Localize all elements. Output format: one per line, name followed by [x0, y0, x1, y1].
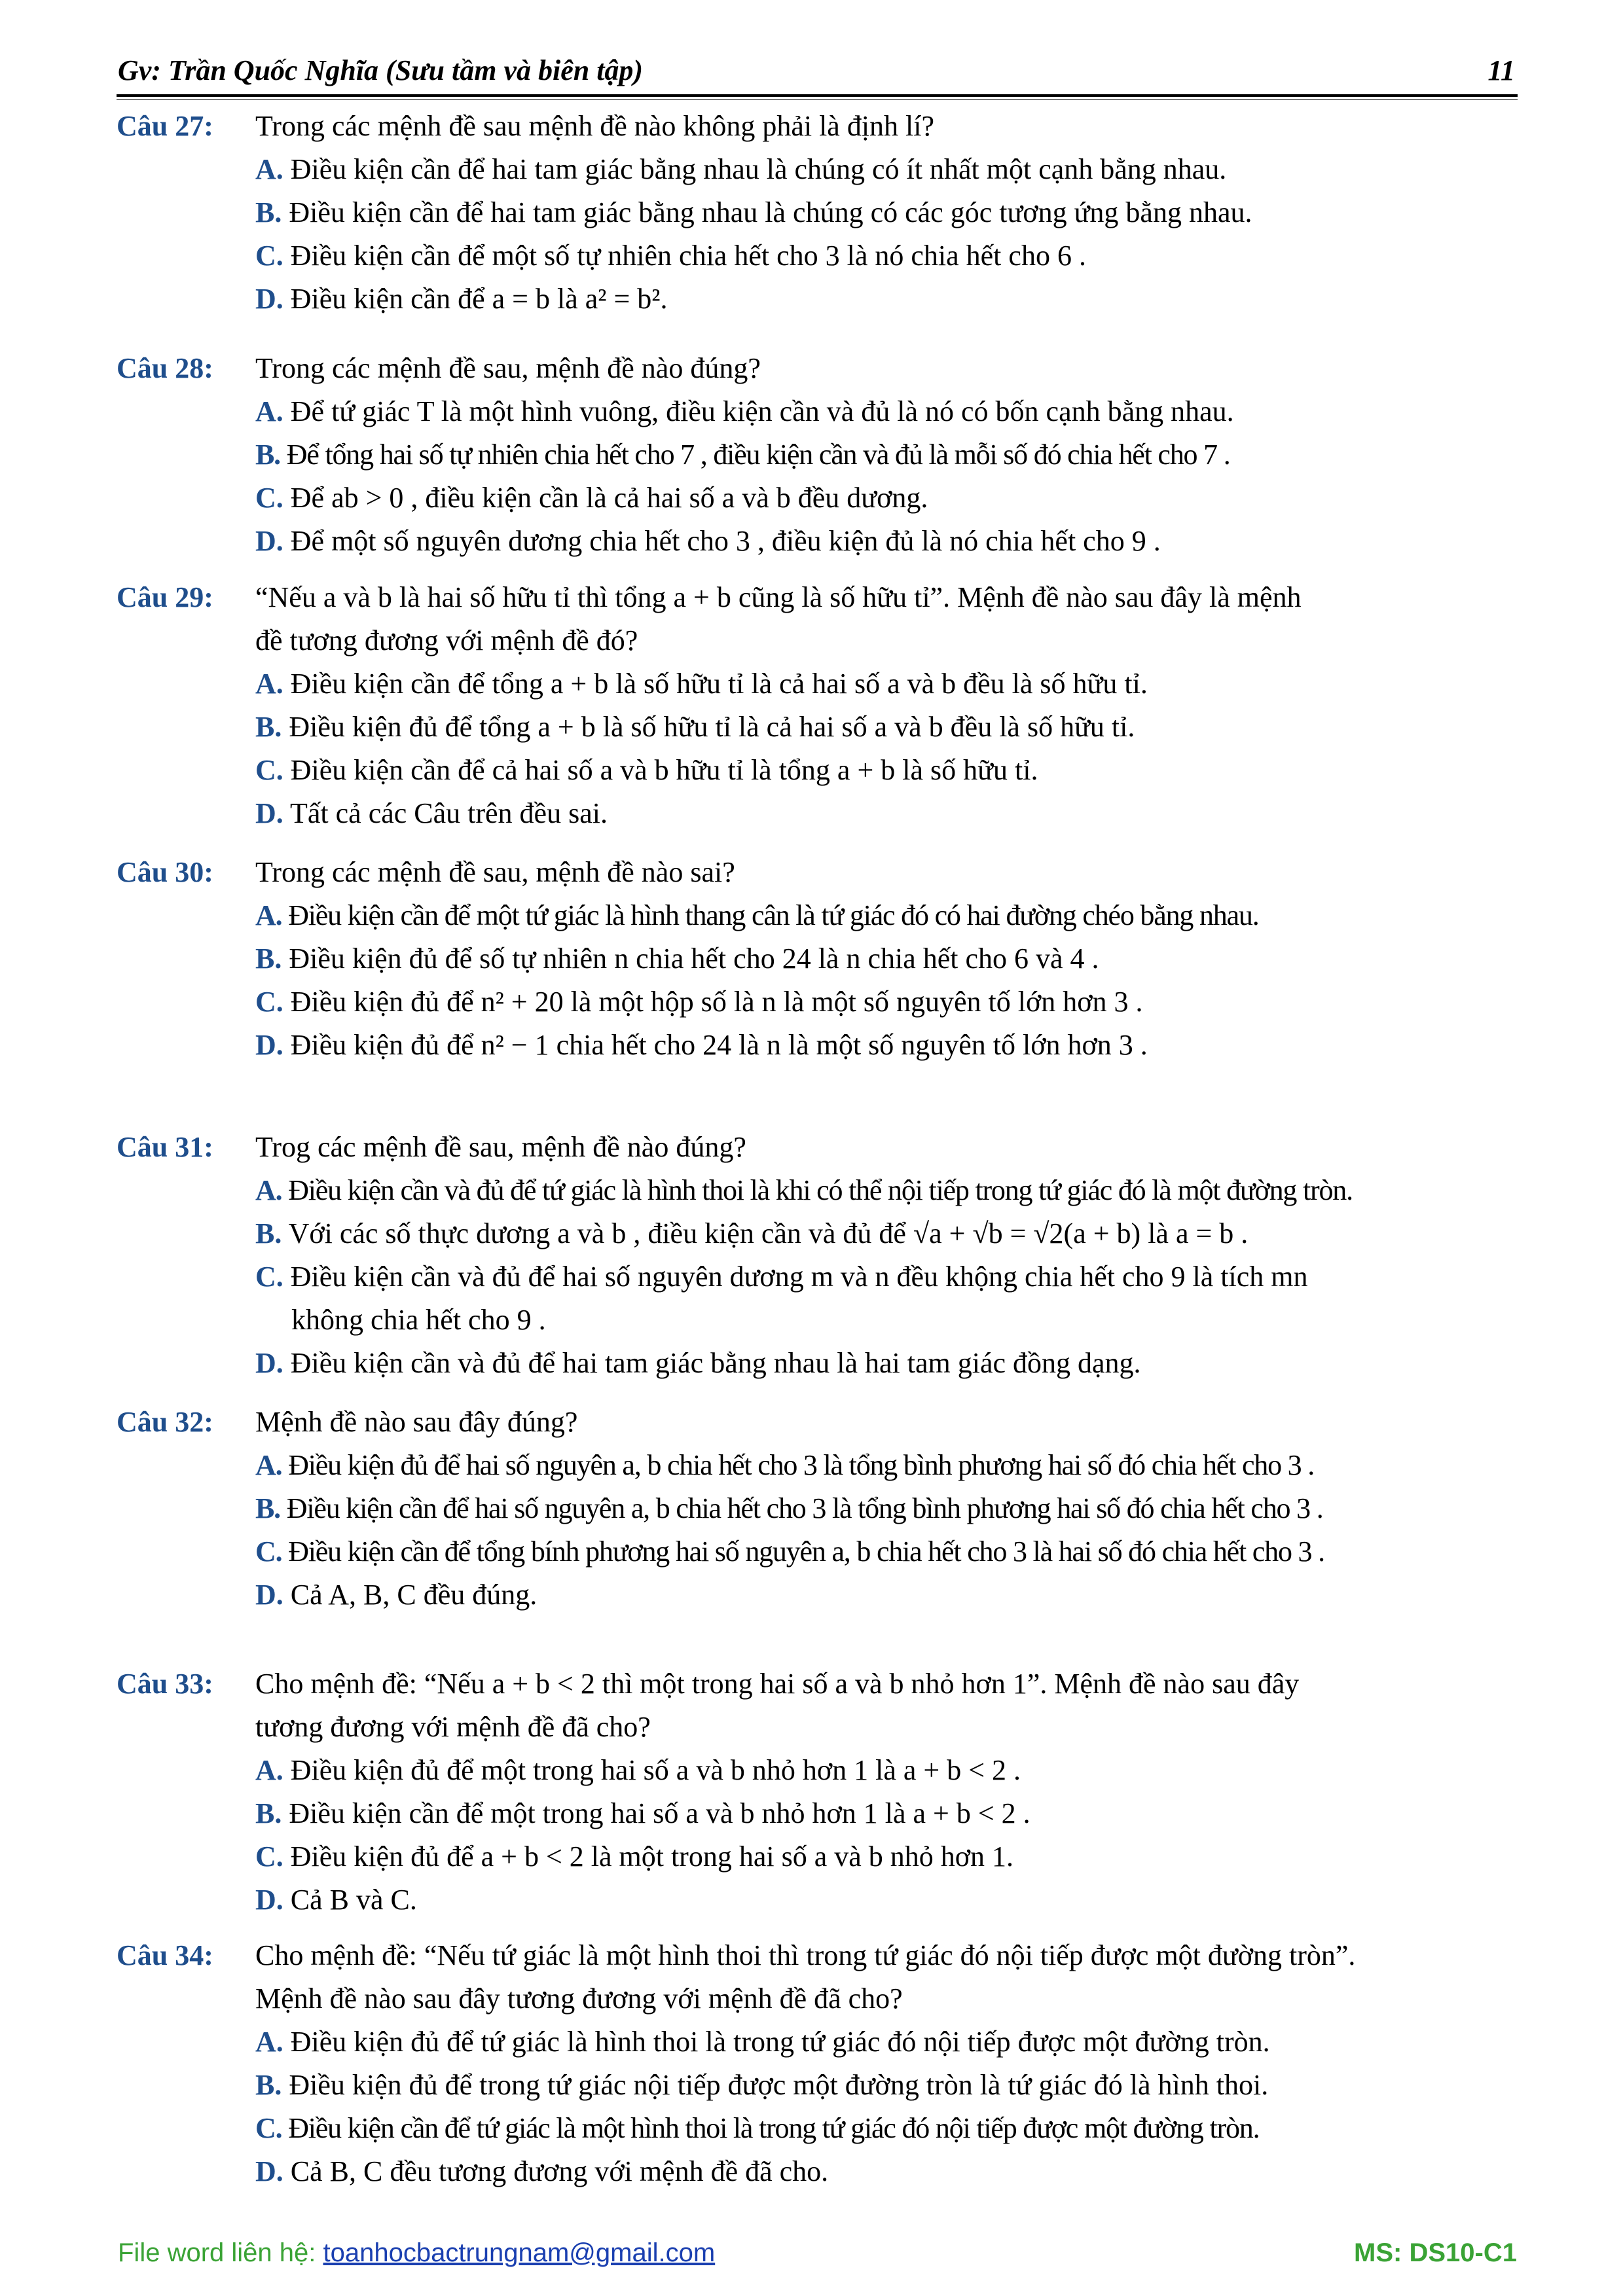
question-text-continued: tương đương với mệnh đề đã cho? [255, 1711, 651, 1743]
option-letter: B. [255, 1217, 282, 1249]
answer-option[interactable] [255, 1530, 1324, 1573]
option-letter: C. [255, 754, 283, 786]
option-text-continued: không chia hết cho 9 . [291, 1304, 546, 1336]
option-letter: A. [255, 2026, 283, 2058]
answer-option[interactable] [255, 1255, 1308, 1299]
question-label: Câu 32: [117, 1406, 213, 1438]
option-letter: B. [255, 942, 282, 975]
option-letter: B. [255, 2069, 282, 2101]
footer-contact [118, 2238, 715, 2268]
option-text: Với các số thực dương a và b , điều kiện cần và đủ để √a + √b = √2(a + b) là a = b . [288, 1217, 1249, 1249]
header-rule [117, 94, 1518, 97]
option-text: Điều kiện cần và đủ để tứ giác là hình thoi là khi có thể nội tiếp trong tứ giác đó là một đường tròn. [288, 1174, 1353, 1206]
answer-option[interactable] [255, 1749, 1021, 1792]
option-text: Cả A, B, C đều đúng. [290, 1579, 538, 1611]
answer-option[interactable] [255, 1444, 1314, 1487]
option-letter: C. [255, 240, 283, 272]
question-stem [117, 1662, 1299, 1706]
option-letter: C. [255, 986, 283, 1018]
option-text: Điều kiện cần để tứ giác là một hình thoi là trong tứ giác đó nội tiếp được một đường tròn. [288, 2112, 1260, 2144]
option-letter: C. [255, 1535, 282, 1568]
answer-option[interactable] [255, 1487, 1323, 1530]
option-letter: C. [255, 1261, 283, 1293]
option-letter: A. [255, 1449, 282, 1481]
option-letter: D. [255, 2155, 283, 2187]
option-text: Điều kiện cần để một tứ giác là hình thang cân là tứ giác đó có hai đường chéo bằng nhau. [288, 899, 1259, 931]
option-letter: B. [255, 1797, 282, 1829]
option-text: Điều kiện cần để cả hai số a và b hữu tỉ là tổng a + b là số hữu tỉ. [290, 754, 1038, 786]
option-letter: A. [255, 395, 283, 427]
option-letter: D. [255, 797, 283, 829]
answer-option[interactable] [255, 433, 1230, 476]
option-letter: D. [255, 1579, 283, 1611]
option-letter: D. [255, 525, 283, 557]
footer-label: File word liên hệ: [118, 2238, 323, 2267]
option-letter: D. [255, 1347, 283, 1379]
question-label: Câu 27: [117, 110, 213, 142]
footer-code: MS: DS10-C1 [1354, 2238, 1517, 2267]
question-text: Trong các mệnh đề sau, mệnh đề nào đúng? [255, 352, 761, 384]
question-stem [117, 851, 735, 894]
option-letter: D. [255, 1884, 283, 1916]
question-stem [117, 347, 761, 390]
option-text: Cả B và C. [290, 1884, 417, 1916]
option-text: Để tổng hai số tự nhiên chia hết cho 7 , điều kiện cần và đủ là mỗi số đó chia hết cho 7 . [286, 439, 1230, 471]
option-text: Điều kiện cần để tổng a + b là số hữu tỉ là cả hai số a và b đều là số hữu tỉ. [290, 668, 1148, 700]
question-text: Cho mệnh đề: “Nếu a + b < 2 thì một trong hai số a và b nhỏ hơn 1”. Mệnh đề nào sau đây [255, 1668, 1300, 1700]
question-text-continued: đề tương đương với mệnh đề đó? [255, 624, 638, 656]
option-letter: A. [255, 668, 283, 700]
answer-option[interactable] [255, 1342, 1141, 1385]
answer-option[interactable] [255, 1792, 1030, 1835]
answer-option[interactable] [255, 749, 1038, 792]
option-letter: A. [255, 1754, 283, 1786]
question-stem [117, 576, 1301, 619]
answer-option[interactable] [255, 2107, 1259, 2150]
question-stem [117, 1401, 577, 1444]
answer-option[interactable] [255, 148, 1226, 191]
question-text: Trong các mệnh đề sau, mệnh đề nào sai? [255, 856, 735, 888]
question-stem [117, 105, 934, 148]
option-text: Điều kiện cần để tổng bính phương hai số nguyên a, b chia hết cho 3 là hai số đó chia hết cho 3 . [288, 1535, 1324, 1568]
question-label: Câu 29: [117, 581, 213, 613]
option-letter: A. [255, 1174, 282, 1206]
footer-email-link[interactable]: toanhocbactrungnam@gmail.com [323, 2238, 716, 2267]
answer-option[interactable] [255, 476, 928, 520]
option-text: Điều kiện đủ để một trong hai số a và b nhỏ hơn 1 là a + b < 2 . [290, 1754, 1021, 1786]
answer-option[interactable] [255, 234, 1086, 278]
question-text: Mệnh đề nào sau đây đúng? [255, 1406, 578, 1438]
question-label: Câu 34: [117, 1939, 213, 1971]
option-letter: A. [255, 153, 283, 185]
answer-option[interactable] [255, 1024, 1148, 1067]
option-text: Điều kiện cần để một trong hai số a và b nhỏ hơn 1 là a + b < 2 . [289, 1797, 1030, 1829]
option-letter: D. [255, 1029, 283, 1061]
option-letter: B. [255, 711, 282, 743]
option-text: Điều kiện đủ để trong tứ giác nội tiếp được một đường tròn là tứ giác đó là hình thoi. [289, 2069, 1269, 2101]
header-rule-thin [117, 99, 1518, 100]
option-text: Tất cả các Câu trên đều sai. [290, 797, 608, 829]
option-text: Điều kiện cần và đủ để hai tam giác bằng nhau là hai tam giác đồng dạng. [290, 1347, 1141, 1379]
answer-option[interactable] [255, 191, 1252, 234]
answer-option[interactable] [255, 1878, 417, 1922]
question-label: Câu 30: [117, 856, 213, 888]
option-text: Điều kiện cần để a = b là a² = b². [290, 283, 668, 315]
option-letter: C. [255, 2112, 282, 2144]
answer-option[interactable] [255, 706, 1135, 749]
option-text: Điều kiện đủ để n² + 20 là một hộp số là n là một số nguyên tố lớn hơn 3 . [290, 986, 1143, 1018]
answer-option[interactable] [255, 2064, 1268, 2107]
option-text: Cả B, C đều tương đương với mệnh đề đã cho. [290, 2155, 829, 2187]
option-letter: C. [255, 1840, 283, 1873]
option-letter: B. [255, 439, 280, 471]
page-number: 11 [1487, 54, 1515, 86]
option-text: Điều kiện đủ để tứ giác là hình thoi là trong tứ giác đó nội tiếp được một đường tròn. [290, 2026, 1270, 2058]
answer-option[interactable] [255, 894, 1259, 937]
answer-option[interactable] [255, 792, 608, 835]
question-stem [117, 1934, 1355, 1977]
option-text: Điều kiện đủ để a + b < 2 là một trong hai số a và b nhỏ hơn 1. [290, 1840, 1014, 1873]
option-letter: C. [255, 482, 283, 514]
question-text: Cho mệnh đề: “Nếu tứ giác là một hình thoi thì trong tứ giác đó nội tiếp được một đường tròn”. [255, 1939, 1356, 1971]
answer-option[interactable] [255, 1573, 537, 1617]
answer-option[interactable] [255, 2150, 828, 2193]
answer-option[interactable] [255, 1169, 1353, 1212]
option-text: Để ab > 0 , điều kiện cần là cả hai số a và b đều dương. [290, 482, 928, 514]
question-text-continued: Mệnh đề nào sau đây tương đương với mệnh đề đã cho? [255, 1982, 903, 2015]
answer-option[interactable] [255, 1212, 1248, 1255]
header-title: Gv: Trần Quốc Nghĩa (Sưu tầm và biên tập) [118, 54, 644, 86]
answer-option[interactable] [255, 520, 1161, 563]
question-stem [117, 1126, 746, 1169]
answer-option[interactable] [255, 278, 667, 321]
answer-option[interactable] [255, 2020, 1270, 2064]
option-letter: A. [255, 899, 282, 931]
question-text: Trong các mệnh đề sau mệnh đề nào không phải là định lí? [255, 110, 935, 142]
answer-option[interactable] [255, 980, 1143, 1024]
option-text: Điều kiện đủ để n² − 1 chia hết cho 24 là n là một số nguyên tố lớn hơn 3 . [290, 1029, 1148, 1061]
option-text: Điều kiện cần và đủ để hai số nguyên dương m và n đều khộng chia hết cho 9 là tích mn [290, 1261, 1308, 1293]
option-letter: B. [255, 196, 282, 228]
option-text: Điều kiện cần để hai số nguyên a, b chia hết cho 3 là tổng bình phương hai số đó chia hết cho 3 . [286, 1492, 1323, 1524]
question-label: Câu 28: [117, 352, 213, 384]
question-label: Câu 33: [117, 1668, 213, 1700]
option-text: Điều kiện cần để hai tam giác bằng nhau là chúng có ít nhất một cạnh bằng nhau. [290, 153, 1227, 185]
question-text: Trog các mệnh đề sau, mệnh đề nào đúng? [255, 1131, 746, 1163]
option-text: Để tứ giác T là một hình vuông, điều kiện cần và đủ là nó có bốn cạnh bằng nhau. [290, 395, 1234, 427]
question-label: Câu 31: [117, 1131, 213, 1163]
option-text: Điều kiện cần để một số tự nhiên chia hết cho 3 là nó chia hết cho 6 . [290, 240, 1086, 272]
option-text: Điều kiện cần để hai tam giác bằng nhau là chúng có các góc tương ứng bằng nhau. [289, 196, 1252, 228]
option-text: Điều kiện đủ để tổng a + b là số hữu tỉ là cả hai số a và b đều là số hữu tỉ. [289, 711, 1135, 743]
option-text: Điều kiện đủ để hai số nguyên a, b chia hết cho 3 là tổng bình phương hai số đó chia hết cho 3 . [288, 1449, 1315, 1481]
answer-option[interactable] [255, 390, 1234, 433]
question-text: “Nếu a và b là hai số hữu tỉ thì tổng a + b cũng là số hữu tỉ”. Mệnh đề nào sau đây là mệnh [255, 581, 1302, 613]
option-letter: D. [255, 283, 283, 315]
option-text: Điều kiện đủ để số tự nhiên n chia hết cho 24 là n chia hết cho 6 và 4 . [289, 942, 1099, 975]
answer-option[interactable] [255, 1835, 1013, 1878]
option-text: Để một số nguyên dương chia hết cho 3 , điều kiện đủ là nó chia hết cho 9 . [290, 525, 1161, 557]
answer-option[interactable] [255, 662, 1148, 706]
answer-option[interactable] [255, 937, 1099, 980]
option-letter: B. [255, 1492, 280, 1524]
